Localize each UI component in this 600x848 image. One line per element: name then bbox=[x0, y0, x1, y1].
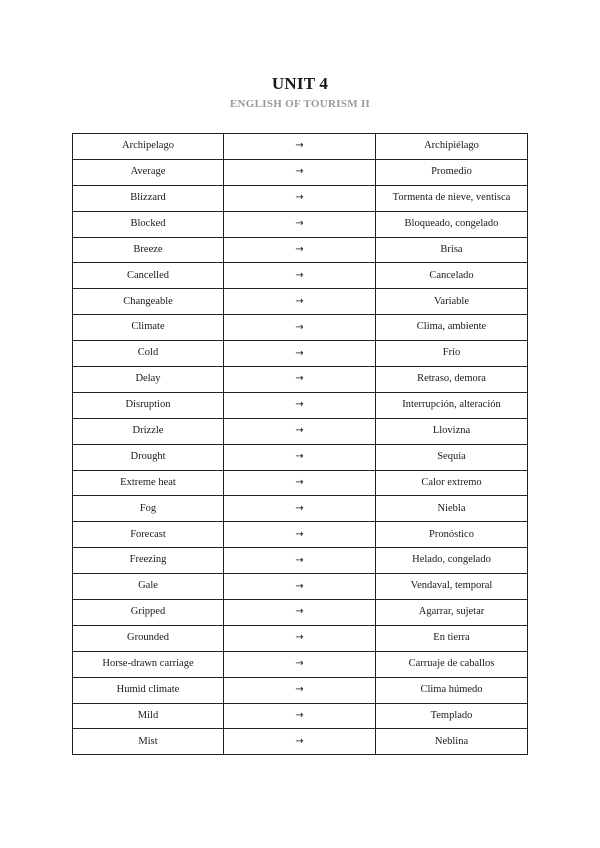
right-arrow-icon: → bbox=[224, 444, 376, 470]
right-arrow-icon: → bbox=[224, 392, 376, 418]
english-term: Mist bbox=[73, 729, 224, 755]
right-arrow-icon: → bbox=[224, 341, 376, 367]
right-arrow-icon: → bbox=[224, 289, 376, 315]
spanish-translation: Tormenta de nieve, ventisca bbox=[376, 185, 528, 211]
right-arrow-icon: → bbox=[224, 651, 376, 677]
english-term: Cold bbox=[73, 341, 224, 367]
english-term: Horse-drawn carriage bbox=[73, 651, 224, 677]
table-row bbox=[73, 600, 528, 626]
table-row bbox=[73, 677, 528, 703]
page-subtitle: ENGLISH OF TOURISM II bbox=[229, 98, 371, 110]
table-row bbox=[73, 211, 528, 237]
spanish-translation: Neblina bbox=[376, 729, 528, 755]
table-row bbox=[73, 289, 528, 315]
english-term: Changeable bbox=[73, 289, 224, 315]
table-row bbox=[73, 703, 528, 729]
spanish-translation: Vendaval, temporal bbox=[376, 574, 528, 600]
table-row bbox=[73, 729, 528, 755]
spanish-translation: Variable bbox=[376, 289, 528, 315]
table-row bbox=[73, 367, 528, 393]
table-row bbox=[73, 392, 528, 418]
spanish-translation: Llovizna bbox=[376, 418, 528, 444]
english-term: Drizzle bbox=[73, 418, 224, 444]
english-term: Delay bbox=[73, 367, 224, 393]
spanish-translation: Bloqueado, congelado bbox=[376, 211, 528, 237]
page-title: UNIT 4 bbox=[271, 74, 329, 93]
vocabulary-table bbox=[72, 133, 528, 755]
right-arrow-icon: → bbox=[224, 418, 376, 444]
right-arrow-icon: → bbox=[224, 211, 376, 237]
spanish-translation: Archipiélago bbox=[376, 134, 528, 160]
table-row bbox=[73, 522, 528, 548]
spanish-translation: Carruaje de caballos bbox=[376, 651, 528, 677]
english-term: Breeze bbox=[73, 237, 224, 263]
english-term: Forecast bbox=[73, 522, 224, 548]
right-arrow-icon: → bbox=[224, 315, 376, 341]
right-arrow-icon: → bbox=[224, 548, 376, 574]
spanish-translation: Templado bbox=[376, 703, 528, 729]
right-arrow-icon: → bbox=[224, 600, 376, 626]
english-term: Climate bbox=[73, 315, 224, 341]
spanish-translation: Interrupción, alteración bbox=[376, 392, 528, 418]
english-term: Drought bbox=[73, 444, 224, 470]
spanish-translation: Helado, congelado bbox=[376, 548, 528, 574]
english-term: Blizzard bbox=[73, 185, 224, 211]
spanish-translation: En tierra bbox=[376, 625, 528, 651]
right-arrow-icon: → bbox=[224, 729, 376, 755]
right-arrow-icon: → bbox=[224, 574, 376, 600]
spanish-translation: Promedio bbox=[376, 159, 528, 185]
right-arrow-icon: → bbox=[224, 677, 376, 703]
english-term: Fog bbox=[73, 496, 224, 522]
spanish-translation: Sequía bbox=[376, 444, 528, 470]
right-arrow-icon: → bbox=[224, 134, 376, 160]
spanish-translation: Niebla bbox=[376, 496, 528, 522]
english-term: Disruption bbox=[73, 392, 224, 418]
english-term: Freezing bbox=[73, 548, 224, 574]
english-term: Cancelled bbox=[73, 263, 224, 289]
right-arrow-icon: → bbox=[224, 496, 376, 522]
table-row bbox=[73, 548, 528, 574]
english-term: Blocked bbox=[73, 211, 224, 237]
right-arrow-icon: → bbox=[224, 470, 376, 496]
spanish-translation: Agarrar, sujetar bbox=[376, 600, 528, 626]
table-row bbox=[73, 444, 528, 470]
spanish-translation: Clima húmedo bbox=[376, 677, 528, 703]
table-row bbox=[73, 237, 528, 263]
right-arrow-icon: → bbox=[224, 263, 376, 289]
english-term: Average bbox=[73, 159, 224, 185]
table-row bbox=[73, 315, 528, 341]
right-arrow-icon: → bbox=[224, 522, 376, 548]
english-term: Gripped bbox=[73, 600, 224, 626]
right-arrow-icon: → bbox=[224, 367, 376, 393]
table-row bbox=[73, 159, 528, 185]
spanish-translation: Cancelado bbox=[376, 263, 528, 289]
table-row bbox=[73, 341, 528, 367]
spanish-translation: Clima, ambiente bbox=[376, 315, 528, 341]
spanish-translation: Pronóstico bbox=[376, 522, 528, 548]
spanish-translation: Calor extremo bbox=[376, 470, 528, 496]
english-term: Mild bbox=[73, 703, 224, 729]
table-row bbox=[73, 496, 528, 522]
right-arrow-icon: → bbox=[224, 185, 376, 211]
table-row bbox=[73, 651, 528, 677]
right-arrow-icon: → bbox=[224, 237, 376, 263]
table-row bbox=[73, 574, 528, 600]
vocabulary-table-body bbox=[73, 134, 528, 755]
english-term: Humid climate bbox=[73, 677, 224, 703]
table-row bbox=[73, 185, 528, 211]
spanish-translation: Retraso, demora bbox=[376, 367, 528, 393]
english-term: Gale bbox=[73, 574, 224, 600]
english-term: Extreme heat bbox=[73, 470, 224, 496]
table-row bbox=[73, 263, 528, 289]
table-row bbox=[73, 134, 528, 160]
table-row bbox=[73, 418, 528, 444]
right-arrow-icon: → bbox=[224, 159, 376, 185]
right-arrow-icon: → bbox=[224, 703, 376, 729]
table-row bbox=[73, 625, 528, 651]
english-term: Grounded bbox=[73, 625, 224, 651]
spanish-translation: Brisa bbox=[376, 237, 528, 263]
spanish-translation: Frío bbox=[376, 341, 528, 367]
right-arrow-icon: → bbox=[224, 625, 376, 651]
table-row bbox=[73, 470, 528, 496]
english-term: Archipelago bbox=[73, 134, 224, 160]
